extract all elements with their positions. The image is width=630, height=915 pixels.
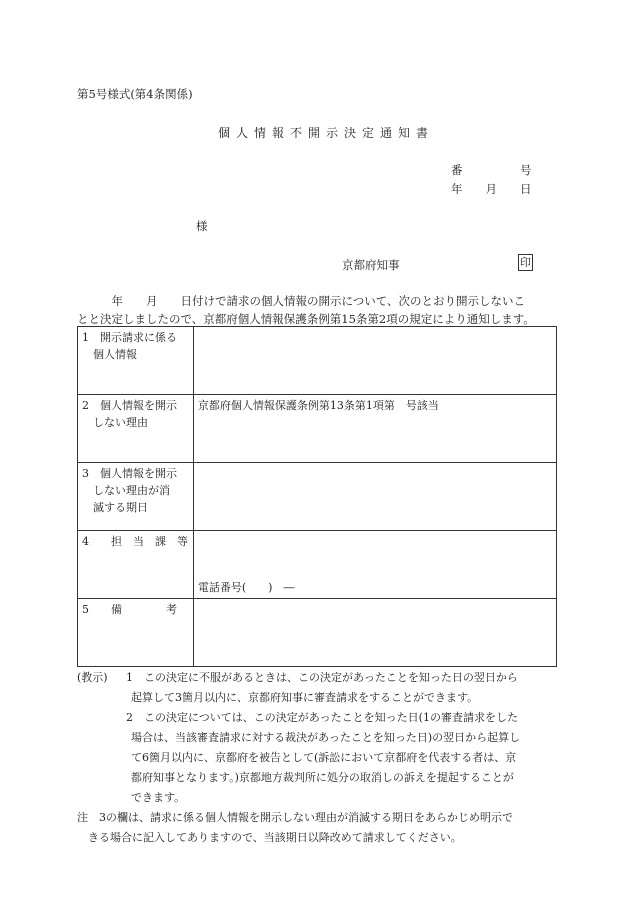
row-label: 4 担 当 課 等 <box>82 535 188 548</box>
document-number-label: 番 号 <box>451 163 532 177</box>
table-row <box>78 463 557 531</box>
decision-table <box>77 326 557 667</box>
table-row <box>78 327 557 395</box>
kyoji-item-1 <box>126 668 518 708</box>
row-label: 1 開示請求に係る <box>82 331 177 344</box>
table-row <box>78 395 557 463</box>
row-content <box>193 599 556 667</box>
kyoji-label: (教示) <box>77 671 108 684</box>
note-line: 起算して3箇月以内に、京都府知事に審査請求をすることができます。 <box>131 691 479 704</box>
note-line: 場合は、当該審査請求に対する裁決があったことを知った日)の翌日から起算し <box>131 731 521 744</box>
phone-number-label: 電話番号( ) ― <box>197 581 295 594</box>
intro-line-1: 年 月 日付けで請求の個人情報の開示について、次のとおり開示しないこ <box>77 294 526 308</box>
issuer-name: 京都府知事 <box>342 258 400 272</box>
intro-line-2: とと決定しましたので、京都府個人情報保護条例第15条第2項の規定により通知します。 <box>77 312 535 326</box>
kyoji-item-2 <box>126 708 520 808</box>
footnote <box>77 808 513 848</box>
table-row <box>78 599 557 667</box>
row-content <box>193 327 556 395</box>
row-label: 3 個人情報を開示 <box>82 467 177 480</box>
note-line: 都府知事となります。)京都地方裁判所に処分の取消しの訴えを提起することが <box>131 771 514 784</box>
row-label: しない理由 <box>82 416 148 429</box>
seal-mark: 印 <box>520 256 531 269</box>
note-line: て6箇月以内に、京都府を被告として(訴訟において京都府を代表する者は、京 <box>131 751 517 764</box>
form-number: 第5号様式(第4条関係) <box>77 87 193 101</box>
date-label: 年 月 日 <box>451 182 532 196</box>
note-line: 1 この決定に不服があるときは、この決定があったことを知った日の翌日から <box>126 671 518 684</box>
addressee-suffix: 様 <box>196 219 208 233</box>
row-content <box>193 463 556 531</box>
note-line: きる場合に記入してありますので、当該期日以降改めて請求してください。 <box>77 831 462 844</box>
row-label: しない理由が消 <box>82 484 170 497</box>
row-label: 5 備 考 <box>82 603 177 616</box>
note-line: 2 この決定については、この決定があったことを知った日(1の審査請求をした <box>126 711 518 724</box>
page-title: 個人情報不開示決定通知書 <box>218 126 435 140</box>
note-line: 注 3の欄は、請求に係る個人情報を開示しない理由が消滅する期日をあらかじめ明示で <box>77 811 513 824</box>
row-label: 2 個人情報を開示 <box>82 399 177 412</box>
table-row <box>78 531 557 599</box>
row-label: 個人情報 <box>82 348 137 361</box>
row-content: 京都府個人情報保護条例第13条第1項第 号該当 <box>193 395 556 463</box>
row-label: 滅する期日 <box>82 501 148 514</box>
note-line: できます。 <box>131 791 186 804</box>
